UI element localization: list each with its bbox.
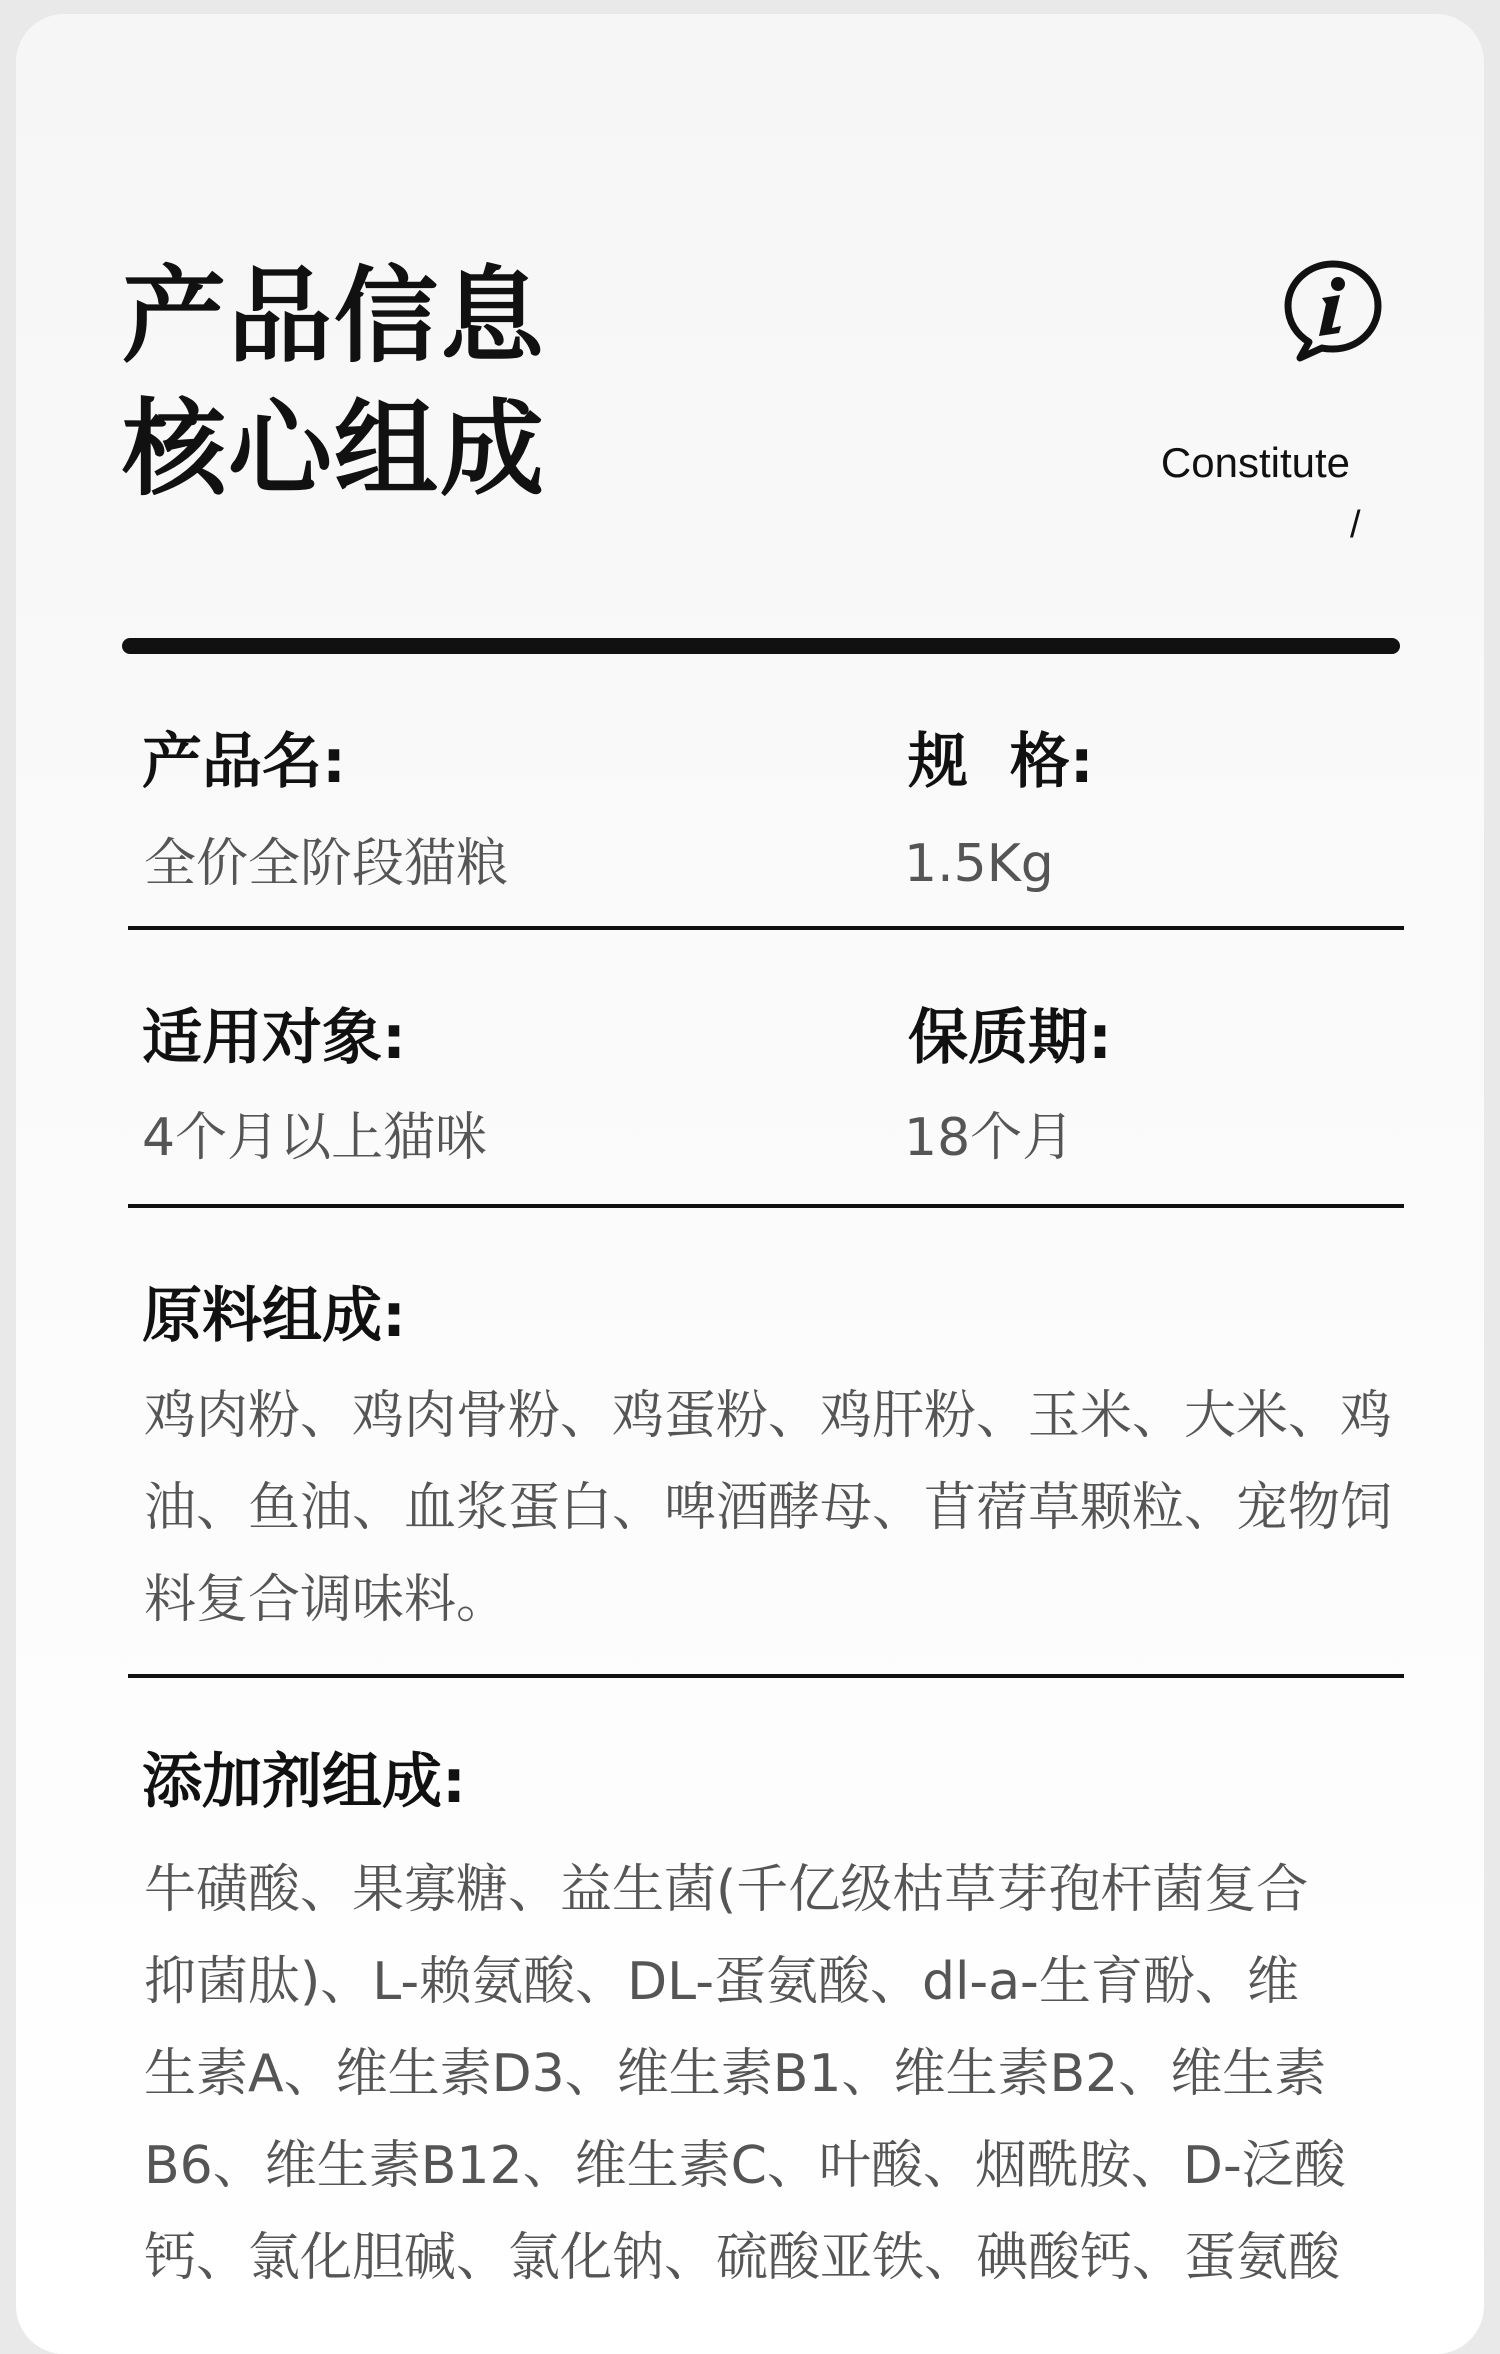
- header-divider: [122, 638, 1400, 654]
- page-title-line-1: 产品信息: [122, 255, 547, 377]
- ingredients-line: 料复合调味料。: [144, 1570, 509, 1630]
- additives-line: 生素A、维生素D3、维生素B1、维生素B2、维生素: [144, 2044, 1327, 2104]
- row-divider: [128, 1204, 1404, 1208]
- product-name-value: 全价全阶段猫粮: [144, 834, 509, 894]
- additives-line: 钙、氯化胆碱、氯化钠、硫酸亚铁、碘酸钙、蛋氨酸: [144, 2228, 1341, 2288]
- page-title-line-2: 核心组成: [122, 388, 547, 510]
- target-label: 适用对象:: [142, 1003, 406, 1073]
- ingredients-line: 油、鱼油、血浆蛋白、啤酒酵母、苜蓿草颗粒、宠物饲: [144, 1478, 1393, 1538]
- target-value: 4个月以上猫咪: [142, 1108, 488, 1168]
- row-divider: [128, 926, 1404, 930]
- product-name-label: 产品名:: [142, 727, 346, 797]
- additives-text: [144, 1844, 1406, 2304]
- ingredients-text: [144, 1370, 1406, 1646]
- row-divider: [128, 1674, 1404, 1678]
- slash-mark: /: [1350, 504, 1361, 546]
- shelf-life-label: 保质期:: [908, 1003, 1112, 1073]
- info-speech-bubble-icon: [1278, 256, 1388, 366]
- ingredients-line: 鸡肉粉、鸡肉骨粉、鸡蛋粉、鸡肝粉、玉米、大米、鸡: [144, 1386, 1393, 1446]
- shelf-life-value: 18个月: [904, 1108, 1075, 1168]
- additives-line: 牛磺酸、果寡糖、益生菌(千亿级枯草芽孢杆菌复合: [144, 1860, 1309, 1920]
- info-card: [16, 14, 1484, 2354]
- additives-label: 添加剂组成:: [142, 1747, 466, 1817]
- additives-line: 抑菌肽)、L-赖氨酸、DL-蛋氨酸、dl-a-生育酚、维: [144, 1952, 1299, 2012]
- english-label: Constitute: [1160, 439, 1350, 486]
- additives-line: B6、维生素B12、维生素C、叶酸、烟酰胺、D-泛酸: [144, 2136, 1346, 2196]
- spec-value: 1.5Kg: [904, 834, 1054, 894]
- spec-label: 规 格:: [908, 727, 1094, 797]
- ingredients-label: 原料组成:: [142, 1281, 406, 1351]
